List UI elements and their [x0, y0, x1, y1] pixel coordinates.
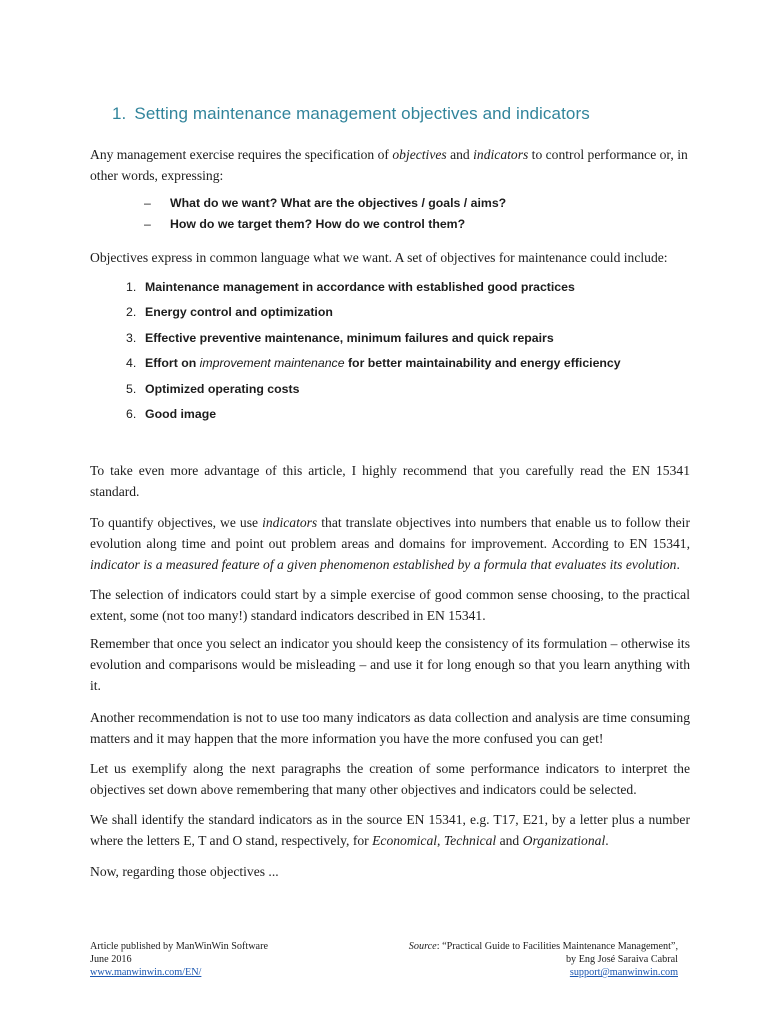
question-text: What do we want? What are the objectives / goals / aims? [170, 196, 507, 210]
objective-text: Maintenance management in accordance with established good practices [145, 280, 575, 294]
intro-text: Any management exercise requires the specification of [90, 147, 393, 162]
dash-marker: – [144, 217, 151, 231]
objective-item [126, 326, 621, 351]
identify-em-technical: Technical [443, 833, 497, 848]
footer-right [409, 940, 678, 979]
identify-text: . [605, 833, 609, 848]
objective-text: Good image [145, 406, 217, 421]
objective-item [126, 275, 621, 300]
section-heading [112, 104, 590, 124]
objective-item [126, 377, 621, 402]
footer-publisher: Article published by ManWinWin Software [90, 941, 268, 952]
objective-em-text: improvement maintenance [199, 356, 345, 371]
advantage-paragraph: To take even more advantage of this article, I highly recommend that you carefully read the EN 15341 standard. [90, 463, 690, 499]
objective-text: for better maintainability and energy efficiency [344, 356, 621, 371]
quantify-paragraph [90, 512, 690, 575]
footer-author: by Eng José Saraiva Cabral [565, 954, 678, 965]
footer-date: June 2016 [90, 954, 132, 965]
recommendation-paragraph: Another recommendation is not to use too many indicators as data collection and analysis are time consuming matters and it may happen that the more information you have the more confused you can get! [90, 710, 690, 746]
quantify-text: To quantify objectives, we use [90, 515, 263, 530]
objective-text: Effort on [145, 356, 200, 371]
exemplify-paragraph: Let us exemplify along the next paragraphs the creation of some performance indicators to interpret the objectives set down above remembering that many other objectives and indicators could be selected. [90, 761, 690, 797]
identify-paragraph [90, 809, 690, 851]
question-item [144, 193, 506, 214]
question-item [144, 214, 506, 235]
section-title: Setting maintenance management objectives and indicators [134, 104, 590, 123]
objective-number: 4. [126, 356, 137, 371]
objective-text: Effective preventive maintenance, minimum failures and quick repairs [145, 330, 554, 345]
question-text: How do we target them? How do we control them? [170, 217, 466, 231]
objective-item [126, 351, 621, 376]
quantify-em-indicators: indicators [262, 515, 318, 530]
objective-item [126, 402, 621, 427]
identify-text: , [437, 833, 444, 848]
dash-marker: – [144, 196, 151, 210]
objectives-intro: Objectives express in common language what we want. A set of objectives for maintenance could include: [90, 250, 668, 265]
closing-paragraph: Now, regarding those objectives ... [90, 864, 279, 879]
intro-em-objectives: objectives [392, 147, 447, 162]
identify-text: and [496, 833, 523, 848]
objective-number: 2. [126, 305, 137, 320]
intro-text: and [446, 147, 474, 162]
footer-source [409, 940, 678, 953]
footer-left [90, 940, 268, 979]
intro-em-indicators: indicators [473, 147, 529, 162]
objective-number: 1. [126, 280, 137, 294]
objective-number: 6. [126, 406, 137, 421]
objective-item [126, 300, 621, 325]
selection-paragraph: The selection of indicators could start by a simple exercise of good common sense choosing, to the practical extent, some (not too many!) standard indicators described in EN 15341. [90, 587, 690, 623]
objective-number: 5. [126, 381, 137, 396]
question-list [144, 193, 506, 235]
objectives-list [126, 275, 621, 427]
identify-em-economical: Economical [372, 833, 438, 848]
objective-text: Energy control and optimization [145, 305, 333, 320]
identify-em-organizational: Organizational [522, 833, 606, 848]
identify-text: We shall identify the standard indicators as in the source EN 15341, e.g. T17, E21, by a letter plus a number where the letters E, T and O stand, respectively, for [90, 812, 690, 848]
intro-text: to control performance or, in other words, expressing: [90, 147, 688, 183]
section-number: 1. [112, 104, 127, 123]
remember-paragraph: Remember that once you select an indicator you should keep the consistency of its formulation – otherwise its evolution and comparisons would be misleading – and use it for long enough so that you learn anything with it. [90, 636, 690, 693]
quantify-text: that translate objectives into numbers that enable us to follow their evolution along time and point out problem areas and domains for improvement. According to EN 15341, [90, 515, 690, 551]
quantify-em-definition: indicator is a measured feature of a given phenomenon established by a formula that evaluates its evolution [90, 557, 677, 572]
support-email-link[interactable]: support@manwinwin.com [569, 967, 678, 978]
intro-paragraph [90, 144, 690, 186]
quantify-text: . [676, 557, 680, 572]
objective-text: Optimized operating costs [145, 381, 300, 396]
source-label: Source [408, 941, 437, 952]
website-link[interactable]: www.manwinwin.com/EN/ [90, 967, 202, 978]
source-text: : “Practical Guide to Facilities Maintenance Management”, [436, 941, 678, 952]
objective-number: 3. [126, 330, 137, 345]
